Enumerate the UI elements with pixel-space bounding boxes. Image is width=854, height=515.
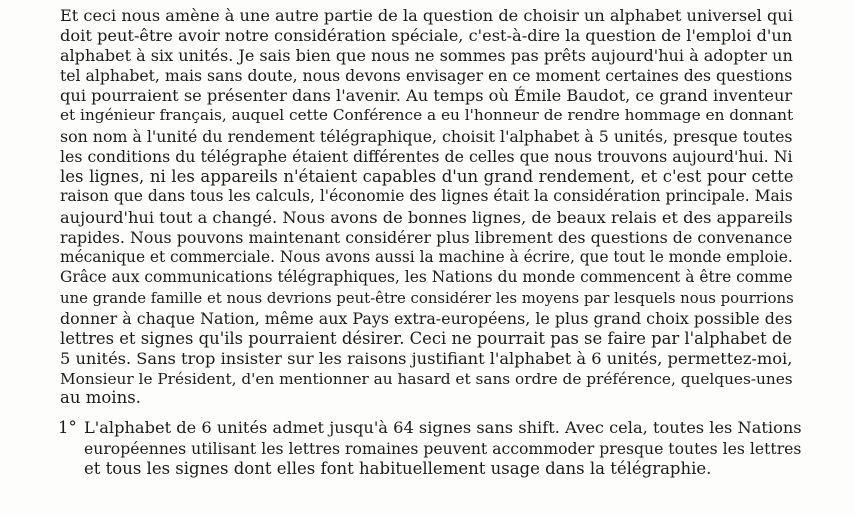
paragraph-line: au moins. <box>60 388 141 407</box>
paragraph-line: et ingénieur français, auquel cette Conférence a eu l'honneur de rendre hommage en donnant <box>60 106 794 124</box>
paragraph-line: rapides. Nous pouvons maintenant considérer plus librement des questions de convenance <box>60 228 793 247</box>
paragraph-line: doit peut-être avoir notre considération spéciale, c'est-à-dire la question de l'emploi d'un <box>60 26 793 45</box>
paragraph-line: son nom à l'unité du rendement télégraphique, choisit l'alphabet à 5 unités, presque toutes <box>60 127 793 146</box>
paragraph-line: les lignes, ni les appareils n'étaient capables d'un grand rendement, et c'est pour cette <box>60 167 794 186</box>
paragraph-line: Monsieur le Président, d'en mentionner au hasard et sans ordre de préférence, quelques-unes <box>60 370 793 388</box>
paragraph-line: Grâce aux communications télégraphiques, les Nations du monde commencent à être comme <box>60 268 793 286</box>
paragraph-line: Et ceci nous amène à une autre partie de la question de choisir un alphabet universel qui <box>60 6 793 25</box>
paragraph-line: donner à chaque Nation, même aux Pays extra-européens, le plus grand choix possible des <box>60 309 793 328</box>
paragraph-line: une grande famille et nous devrions peut-être considérer les moyens par lesquels nous pourrions <box>60 289 794 307</box>
paragraph-line: qui pourraient se présenter dans l'avenir. Au temps où Émile Baudot, ce grand inventeur <box>60 86 793 105</box>
paragraph-line: les conditions du télégraphe étaient différentes de celles que nous trouvons aujourd'hui. Ni <box>60 147 793 166</box>
paragraph-line: aujourd'hui tout a changé. Nous avons de bonnes lignes, de beaux relais et des appareils <box>60 208 793 227</box>
paragraph-line: tel alphabet, mais sans doute, nous devons envisager en ce moment certaines des questions <box>60 66 793 85</box>
paragraph-line: lettres et signes qu'ils pourraient désirer. Ceci ne pourrait pas se faire par l'alphabet de <box>60 329 793 348</box>
list-item-line: européennes utilisant les lettres romaines peuvent accommoder presque toutes les lettres <box>84 439 802 458</box>
paragraph-line: raison que dans tous les calculs, l'économie des lignes était la considération principale. Mais <box>60 187 793 205</box>
list-item-line: et tous les signes dont elles font habituellement usage dans la télégraphie. <box>84 459 712 478</box>
list-item-number: 1° <box>58 418 77 437</box>
list-item-line: L'alphabet de 6 unités admet jusqu'à 64 signes sans shift. Avec cela, toutes les Nations <box>84 418 802 437</box>
paragraph-line: 5 unités. Sans trop insister sur les raisons justifiant l'alphabet à 6 unités, permettez-moi, <box>60 349 793 368</box>
paragraph-line: mécanique et commerciale. Nous avons aussi la machine à écrire, que tout le monde emploie. <box>60 248 793 266</box>
paragraph-line: alphabet à six unités. Je sais bien que nous ne sommes pas prêts aujourd'hui à adopter un <box>60 46 793 65</box>
